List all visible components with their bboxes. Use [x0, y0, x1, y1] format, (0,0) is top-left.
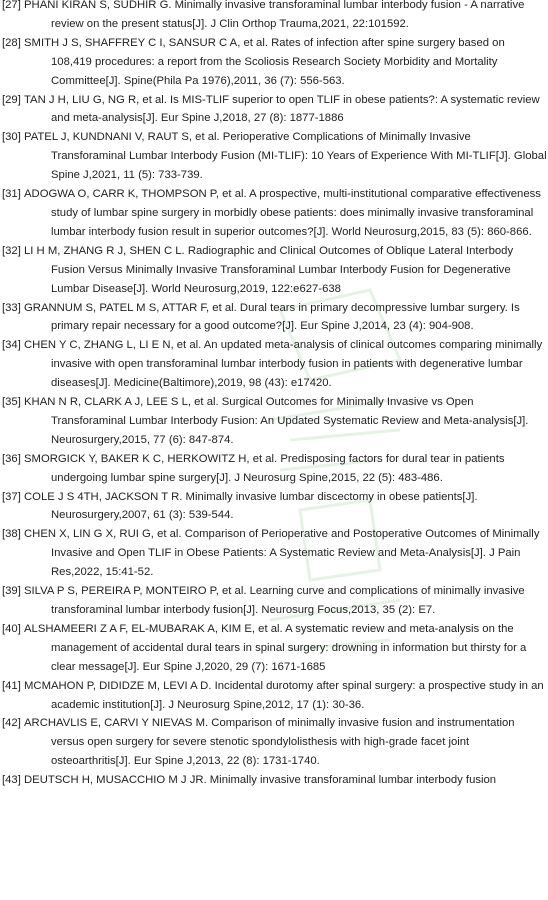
reference-number: [33]: [2, 301, 21, 314]
reference-item: [0, 450, 548, 488]
reference-item: [0, 242, 548, 299]
reference-item: [0, 34, 548, 91]
reference-item: [0, 620, 548, 677]
reference-text: ADOGWA O, CARR K, THOMPSON P, et al. A prospective, multi-institutional comparative effectiveness study of lumbar spine surgery in morbidly obese patients: does minimally invasive transforaminal lumbar interbody fusion result in superior outcomes?[J]. World Neurosurg,2015, 83 (5): 860-866.: [24, 188, 541, 238]
reference-text: MCMAHON P, DIDIDZE M, LEVI A D. Incidental durotomy after spinal surgery: a prospective study in an academic institution[J]. J Neurosurg Spine,2012, 17 (1): 30-36.: [24, 679, 544, 711]
reference-number: [32]: [2, 244, 21, 257]
reference-item: [0, 714, 548, 771]
reference-text: ARCHAVLIS E, CARVI Y NIEVAS M. Comparison of minimally invasive fusion and instrumentation versus open surgery for severe stenotic spondylolisthesis with high-grade facet joint osteoarthritis[J]. Eur Spine J,2013, 22 (8): 1731-1740.: [24, 717, 515, 768]
reference-number: [35]: [2, 396, 21, 409]
reference-item: [0, 771, 548, 790]
reference-item: [0, 185, 548, 242]
reference-number: [39]: [2, 585, 21, 598]
reference-number: [31]: [2, 188, 21, 201]
reference-number: [30]: [2, 131, 21, 144]
reference-item: [0, 91, 548, 129]
reference-item: [0, 488, 548, 526]
reference-number: [43]: [2, 774, 21, 787]
reference-text: PHANI KIRAN S, SUDHIR G. Minimally invasive transforaminal lumbar interbody fusion - A narrative review on the present status[J]. J Clin Orthop Trauma,2021, 22:101592.: [24, 0, 525, 30]
reference-number: [29]: [2, 93, 21, 106]
reference-number: [34]: [2, 339, 21, 352]
reference-item: [0, 393, 548, 450]
reference-number: [42]: [2, 717, 21, 730]
reference-item: [0, 0, 548, 34]
reference-text: COLE J S 4TH, JACKSON T R. Minimally invasive lumbar discectomy in obese patients[J]. Neurosurgery,2007, 61 (3): 539-544.: [24, 490, 478, 522]
reference-item: [0, 336, 548, 393]
reference-number: [38]: [2, 528, 21, 541]
reference-text: CHEN X, LIN G X, RUI G, et al. Comparison of Perioperative and Postoperative Outcomes of Minimally Invasive and Open TLIF in Obese Patients: A Systematic Review and Meta-Analysis[J]. J Pain Res,2022, 15:41-52.: [24, 528, 540, 579]
reference-number: [37]: [2, 490, 21, 503]
reference-number: [41]: [2, 679, 21, 692]
reference-item: [0, 299, 548, 337]
reference-text: DEUTSCH H, MUSACCHIO M J JR. Minimally invasive transforaminal lumbar interbody fusion: [24, 774, 497, 787]
reference-number: [40]: [2, 622, 21, 635]
reference-number: [27]: [2, 0, 21, 11]
reference-text: SMORGICK Y, BAKER K C, HERKOWITZ H, et al. Predisposing factors for dural tear in patients undergoing lumbar spine surgery[J]. J Neurosurg Spine,2015, 22 (5): 483-486.: [24, 452, 505, 484]
reference-text: SILVA P S, PEREIRA P, MONTEIRO P, et al. Learning curve and complications of minimally invasive transforaminal lumbar interbody fusion[J]. Neurosurg Focus,2013, 35 (2): E7.: [24, 585, 525, 616]
reference-text: LI H M, ZHANG R J, SHEN C L. Radiographic and Clinical Outcomes of Oblique Lateral Interbody Fusion Versus Minimally Invasive Transforaminal Lumbar Interbody Fusion for Degenerative Lumbar Disease[J]. World Neurosurg,2019, 122:e627-638: [24, 244, 514, 295]
reference-item: [0, 582, 548, 620]
reference-number: [28]: [2, 36, 21, 49]
reference-item: [0, 525, 548, 582]
reference-item: [0, 677, 548, 715]
reference-text: PATEL J, KUNDNANI V, RAUT S, et al. Perioperative Complications of Minimally Invasive Transforaminal Lumbar Interbody Fusion (MI-TLIF): 10 Years of Experience With MI-TLIF[J]. Global Spine J,2021, 11 (5): 733-739.: [24, 131, 547, 182]
reference-text: GRANNUM S, PATEL M S, ATTAR F, et al. Dural tears in primary decompressive lumbar surgery. Is primary repair necessary for a good outcome?[J]. Eur Spine J,2014, 23 (4): 904-908.: [24, 301, 520, 333]
reference-text: CHEN Y C, ZHANG L, LI E N, et al. An updated meta-analysis of clinical outcomes comparing minimally invasive with open transforaminal lumbar interbody fusion in patients with degenerative lumbar diseases[J]. Medicine(Baltimore),2019, 98 (43): e17420.: [24, 339, 543, 390]
reference-text: TAN J H, LIU G, NG R, et al. Is MIS-TLIF superior to open TLIF in obese patients?: A systematic review and meta-analysis[J]. Eur Spine J,2018, 27 (8): 1877-1886: [24, 93, 540, 125]
reference-number: [36]: [2, 452, 21, 465]
reference-text: KHAN N R, CLARK A J, LEE S L, et al. Surgical Outcomes for Minimally Invasive vs Open Transforaminal Lumbar Interbody Fusion: An Updated Systematic Review and Meta-analysis[J]. Neurosurgery,2015, 77 (6): 847-874.: [24, 396, 529, 446]
reference-item: [0, 128, 548, 185]
reference-text: ALSHAMEERI Z A F, EL-MUBARAK A, KIM E, et al. A systematic review and meta-analysis on the management of accidental dural tears in spinal surgery: drowning in information but thirsty for a clear message[J]. Eur Spine J,2020, 29 (7): 1671-1685: [24, 622, 527, 673]
reference-text: SMITH J S, SHAFFREY C I, SANSUR C A, et al. Rates of infection after spine surgery based on 108,419 procedures: a report from the Scoliosis Research Society Morbidity and Mortality Committee[J]. Spine(Phila Pa 1976),2011, 36 (7): 556-563.: [24, 36, 505, 87]
